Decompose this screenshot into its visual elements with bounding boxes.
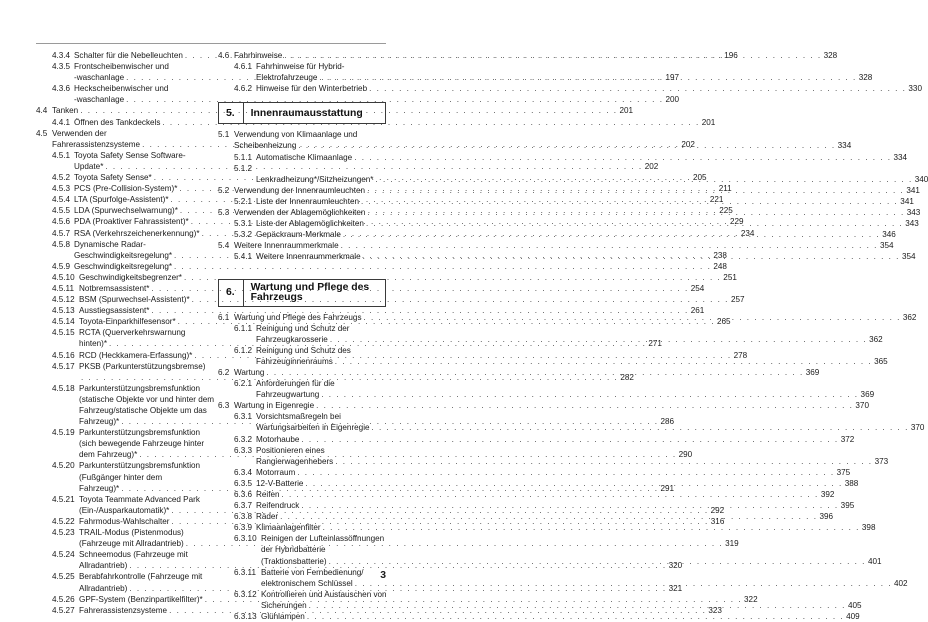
toc-entry-page: 211: [718, 184, 732, 194]
toc-entry-title-line: Lenkradheizung*/Sitzheizungen*: [256, 174, 374, 184]
toc-entry-title-line: Verwenden der Ablagemöglichkeiten: [234, 208, 366, 218]
toc-entry-page: 334: [893, 152, 908, 162]
toc-entry-title-line: Batterie von Fernbedienung/: [261, 567, 364, 577]
toc-entry-title-line: Fahrzeug/statische Objekte um das: [79, 406, 207, 415]
toc-entry-title-line: Weitere Innenraummerkmale: [234, 241, 339, 251]
toc-entry-number: 4.5.11: [52, 283, 74, 293]
toc-entry-number: 4.5.22: [52, 516, 75, 526]
toc-entry-number: 4.5.3: [52, 184, 71, 194]
toc-entry-title-line: Parkunterstützungsbremsfunktion: [79, 383, 201, 393]
toc-entry-number: 5.1: [218, 130, 230, 140]
chapter-title-line: Fahrzeugs: [250, 291, 303, 303]
toc-entry-title-line: Fahrzeug)*: [79, 417, 120, 427]
toc-entry-title-line: Toyota-Einparkhilfesensor*: [79, 317, 176, 327]
toc-entry-number: 4.5: [36, 128, 48, 138]
toc-entry-number: 6.3.4: [234, 467, 253, 477]
toc-entry-title-line: Glühlampen: [261, 612, 305, 622]
toc-entry-title-line: Toyota Teammate Advanced Park: [79, 494, 200, 504]
toc-entry-page: 321: [668, 583, 683, 593]
dot-leader: [333, 356, 872, 367]
toc-entry-title-line: Wartung und Pflege des Fahrzeugs: [234, 312, 362, 322]
toc-entry-number: 4.5.16: [52, 350, 75, 360]
dot-leader: [278, 511, 817, 522]
toc-entry-title-line: Hinweise für den Winterbetrieb: [256, 84, 368, 94]
toc-entry-title-line: Tanken: [52, 106, 79, 116]
toc-entry-title-line: Positionieren eines: [256, 445, 325, 455]
toc-entry-title-line: Gepäckraum-Merkmale: [256, 230, 341, 240]
toc-entry-page: 346: [882, 230, 896, 240]
toc-entry-page: 202: [681, 139, 695, 149]
toc-entry-title-line: (Traktionsbatterie): [261, 556, 327, 566]
toc-entry-number: 4.5.4: [52, 195, 71, 205]
toc-entry-number: 5.3.1: [234, 219, 253, 229]
toc-entry-number: 4.6.1: [234, 62, 253, 72]
toc-entry-number: 6.3.12: [234, 589, 257, 599]
toc-entry-page: 370: [910, 423, 925, 433]
dot-leader: [373, 174, 912, 185]
toc-entry-number: 5.4.1: [234, 252, 253, 262]
toc-entry[interactable]: [218, 522, 876, 533]
toc-entry-page: 197: [665, 73, 680, 83]
toc-entry-number: 4.5.10: [52, 272, 75, 282]
toc-entry-page: 409: [846, 612, 860, 622]
toc-entry-page: 405: [847, 600, 862, 610]
toc-entry-page: 205: [693, 173, 707, 183]
toc-entry-number: 5.3.2: [234, 230, 253, 240]
toc-entry-title-line: (sich bewegende Fahrzeuge hinter: [79, 439, 205, 449]
dot-leader: [328, 334, 867, 345]
toc-entry-title-line: Automatische Klimaanlage: [256, 152, 353, 162]
dot-leader: [319, 389, 858, 400]
toc-entry-page: 362: [902, 312, 917, 322]
toc-entry-title-line: PKSB (Parkunterstützungsbremse): [79, 361, 206, 371]
toc-entry-number: 6.3.5: [234, 478, 253, 488]
toc-entry-title-line: Ausstiegsassistent*: [79, 306, 150, 316]
toc-entry-title-line: Heckscheibenwischer und: [74, 84, 169, 94]
toc-entry-title-line: Wartung in Eigenregie: [234, 401, 315, 411]
toc-entry-title-line: Liste der Ablagemöglichkeiten: [256, 219, 364, 229]
toc-entry-title-line: Liste der Innenraumleuchten: [256, 196, 359, 206]
toc-entry[interactable]: [36, 261, 727, 272]
toc-entry-title-line: Fahrzeugkarosserie: [256, 334, 328, 344]
toc-entry-title-line: -waschanlage: [74, 95, 125, 105]
toc-entry-title-line: [256, 163, 386, 174]
toc-entry-page: 343: [905, 219, 919, 229]
toc-entry-title-line: Sicherungen: [261, 600, 307, 610]
toc-entry-page: 328: [823, 51, 838, 60]
toc-entry-page: 254: [690, 283, 705, 293]
toc-entry-title-line: der Hybridbatterie: [261, 545, 326, 555]
toc-entry[interactable]: [218, 83, 922, 94]
toc-entry-title-line: Motorhaube: [256, 434, 300, 444]
toc-entry-number: 4.5.20: [52, 461, 75, 471]
toc-entry-title-line: -waschanlage: [74, 73, 125, 83]
toc-entry-title-line: Fahrerassistenzsysteme: [79, 605, 168, 615]
toc-entry-title-line: Geschwindigkeitsregelung*: [74, 250, 173, 260]
dot-leader: [339, 240, 878, 251]
toc-entry-page: 221: [709, 195, 724, 205]
toc-entry-page: 225: [719, 206, 733, 216]
toc-entry-page: 200: [665, 95, 680, 105]
toc-entry[interactable]: [36, 305, 705, 316]
toc-entry-page: 291: [660, 483, 675, 493]
toc-entry-number: 4.5.19: [52, 428, 75, 438]
toc-entry-number: 4.3.5: [52, 62, 71, 72]
toc-entry-title-line: BSM (Spurwechsel-Assistent)*: [79, 295, 190, 305]
toc-entry-title-line: Schneemodus (Fahrzeuge mit: [79, 550, 188, 560]
toc-entry-title-line: LDA (Spurwechselwarnung)*: [74, 206, 178, 216]
toc-entry-number: 4.5.26: [52, 594, 75, 604]
toc-entry-number: 4.5.23: [52, 528, 75, 538]
toc-entry-page: 330: [908, 84, 922, 94]
toc-entry-page: 396: [819, 512, 834, 522]
dot-leader: [362, 312, 901, 323]
page-number: 3: [380, 570, 386, 581]
chapter-title: Innenraumausstattung: [250, 107, 363, 119]
toc-entry-title-line: Klimaanlagenfilter: [256, 523, 321, 533]
toc-entry-title-line: Reinigen der Lufteinlassöffnungen: [261, 534, 385, 544]
toc-entry-number: 4.5.15: [52, 328, 75, 338]
toc-entry-number: 6.3.3: [234, 445, 253, 455]
toc-entry-title-line: Kontrollieren und Austauschen von: [261, 589, 387, 599]
toc-entry-number: 4.6: [218, 51, 230, 60]
toc-entry-title-line: TRAIL-Modus (Pistenmodus): [79, 528, 184, 538]
toc-entry-title-line: Reifen: [256, 490, 280, 499]
toc-entry-page: 323: [708, 605, 722, 615]
toc-entry-number: 4.4: [36, 106, 48, 116]
toc-entry-title-line: Notbremsassistent*: [79, 283, 150, 293]
toc-entry-number: 4.3.4: [52, 51, 71, 60]
toc-entry-page: 278: [733, 350, 748, 360]
toc-entry-page: 261: [690, 306, 705, 316]
toc-entry-page: 316: [710, 516, 725, 526]
toc-entry-number: 4.5.9: [52, 261, 71, 271]
toc-entry-page: 248: [713, 261, 727, 271]
toc-entry-page: 328: [858, 73, 873, 83]
toc-entry-number: 6.3.10: [234, 534, 257, 544]
toc-entry-page: 290: [678, 450, 693, 460]
toc-entry-page: 354: [901, 252, 916, 262]
toc-entry-title-line: Fahrmodus-Wahlschalter: [79, 516, 170, 526]
toc-entry-page: 395: [840, 501, 855, 511]
toc-entry-number: 5.1.2: [234, 163, 253, 173]
chapter-title-line: Wartung und Pflege des: [250, 282, 370, 293]
toc-entry-number: 6.2.1: [234, 379, 253, 389]
toc-entry-page: 343: [906, 208, 921, 218]
toc-entry-title-line: (Fahrzeuge mit Allradantrieb): [79, 539, 184, 549]
toc-entry-page: 201: [619, 106, 634, 116]
toc-entry-title-line: Schalter für die Nebelleuchten: [74, 51, 183, 60]
dot-leader: [299, 500, 838, 511]
toc-entry-number: 6.3.13: [234, 612, 257, 622]
toc-entry-title-line: Motorraum: [256, 467, 296, 477]
toc-entry-title-line: Reinigung und Schutz der: [256, 323, 350, 333]
toc-entry-number: 5.2: [218, 185, 230, 195]
dot-leader: [296, 140, 835, 151]
toc-entry-number: 4.4.1: [52, 117, 71, 127]
toc-entry-number: 6.3.7: [234, 501, 253, 511]
toc-entry-page: 286: [660, 417, 675, 427]
dot-leader: [303, 478, 842, 489]
toc-entry-title-line: GPF-System (Benzinpartikelfilter)*: [79, 594, 203, 604]
toc-entry-number: 6.1.2: [234, 345, 253, 355]
toc-entry-number: 4.5.2: [52, 173, 71, 183]
toc-entry-title-line: Allradantrieb): [79, 561, 128, 571]
toc-entry-title-line: Parkunterstützungsbremsfunktion: [79, 428, 201, 438]
toc-entry-number: 4.5.27: [52, 605, 75, 615]
toc-entry-title-line: Öffnen des Tankdeckels: [74, 117, 161, 127]
toc-entry-title-line: Elektrofahrzeuge: [256, 73, 318, 83]
toc-entry-number: 4.5.12: [52, 295, 75, 305]
toc-entry-number: 6.3.2: [234, 434, 253, 444]
toc-entry-number: 4.5.5: [52, 206, 71, 216]
toc-entry-title-line: Anforderungen für die: [256, 379, 335, 389]
toc-entry-title-line: Fahrhinweise: [234, 51, 283, 60]
toc-entry[interactable]: [218, 467, 851, 478]
toc-entry-number: 4.5.21: [52, 494, 75, 504]
toc-entry-number: 5.1.1: [234, 152, 253, 162]
toc-entry-title-line: RCTA (Querverkehrswarnung: [79, 328, 186, 338]
toc-entry-number: 4.5.18: [52, 383, 75, 393]
dot-leader: [307, 600, 846, 611]
chapter-number: 6.: [219, 280, 244, 306]
toc-entry-title-line: Verwendung der Innenraumleuchten: [234, 185, 365, 195]
chapter-6-heading[interactable]: [218, 279, 386, 307]
toc-entry-title-line: Wartung: [234, 367, 265, 377]
toc-entry-number: 6.1: [218, 312, 230, 322]
toc-entry-page: 402: [894, 578, 908, 588]
toc-entry-number: 4.5.25: [52, 572, 75, 582]
toc-entry-page: 251: [723, 272, 737, 282]
toc-entry-page: 365: [874, 356, 888, 366]
dot-leader: [305, 611, 844, 622]
toc-entry-page: 341: [900, 196, 914, 206]
toc-entry-title-line: Dynamische Radar-: [74, 239, 146, 249]
toc-entry-title-line: Reinigung und Schutz des: [256, 345, 351, 355]
toc-entry-number: 6.1.1: [234, 323, 253, 333]
toc-entry-title-line: LTA (Spurfolge-Assistent)*: [74, 195, 169, 205]
toc-entry-page: 354: [879, 241, 894, 251]
toc-entry-title-line: Fahrzeug)*: [79, 483, 120, 493]
toc-entry-page: 334: [837, 141, 852, 151]
dot-leader: [314, 400, 853, 411]
dot-leader: [299, 434, 838, 445]
toc-entry-number: 6.3.8: [234, 512, 253, 522]
toc-entry-title-line: Verwendung von Klimaanlage und: [234, 130, 358, 140]
toc-entry-title-line: Vorsichtsmaßregeln bei: [256, 412, 341, 422]
dot-leader: [352, 152, 891, 163]
toc-entry-number: 6.3.6: [234, 490, 253, 499]
toc-entry-page: 370: [855, 401, 869, 411]
toc-entry-number: 5.3: [218, 208, 230, 218]
toc-entry-page: 322: [744, 594, 758, 604]
toc-entry-number: 6.3.9: [234, 523, 253, 533]
toc-entry-page: 265: [716, 317, 731, 327]
dot-leader: [359, 196, 898, 207]
dot-leader: [364, 218, 903, 229]
chapter-number: 5.: [219, 103, 244, 123]
toc-entry-title-line: Weitere Innenraummerkmale: [256, 252, 361, 262]
toc-entry[interactable]: [36, 117, 716, 128]
toc-entry-title-line: Allradantrieb): [79, 583, 128, 593]
toc-entry-title-line: Parkunterstützungsbremsfunktion: [79, 461, 201, 471]
toc-entry-number: 4.5.14: [52, 317, 75, 327]
toc-entry-title-line: 12-V-Batterie: [256, 478, 304, 488]
toc-entry-page: 362: [869, 334, 883, 344]
toc-entry-title-line: Fahrzeugwartung: [256, 390, 320, 400]
toc-entry[interactable]: [218, 489, 835, 500]
toc-entry-title-line: Räder: [256, 512, 279, 522]
toc-entry-title-line: Fahrerassistenzsysteme: [52, 139, 141, 149]
toc-entry-title-line: Berabfahrkontrolle (Fahrzeuge mit: [79, 572, 203, 582]
dot-leader: [365, 185, 904, 196]
toc-entry[interactable]: [218, 400, 869, 411]
dot-leader: [264, 367, 803, 378]
toc-entry-title-line: dem Fahrzeug)*: [79, 450, 138, 460]
header-rule: [36, 43, 386, 44]
toc-entry-page: 229: [730, 217, 744, 227]
toc-entry[interactable]: [218, 611, 860, 622]
toc-entry-page: 398: [861, 523, 876, 533]
toc-entry-page: 201: [701, 117, 716, 127]
toc-entry-number: 4.5.8: [52, 239, 71, 249]
toc-entry-number: 4.5.6: [52, 217, 71, 227]
toc-entry-title-line: elektronischem Schlüssel: [261, 578, 353, 588]
toc-entry-number: 4.6.2: [234, 84, 253, 94]
toc-entry-page: 373: [874, 456, 889, 466]
toc-entry-page: 320: [668, 561, 683, 571]
toc-entry-number: 4.5.13: [52, 306, 75, 316]
toc-entry-page: 271: [648, 339, 662, 349]
toc-entry[interactable]: [36, 272, 737, 283]
toc-entry-number: 5.2.1: [234, 196, 253, 206]
toc-entry[interactable]: [218, 152, 908, 163]
dot-leader: [327, 556, 866, 567]
dot-leader: [370, 422, 909, 433]
toc-entry-number: 4.3.6: [52, 84, 71, 94]
toc-entry-page: 340: [914, 174, 928, 184]
toc-entry-number: 4.5.7: [52, 228, 71, 238]
dot-leader: [353, 578, 892, 589]
dot-leader: [317, 72, 856, 83]
toc-entry-title-line: Fahrzeuginnenraums: [256, 356, 333, 366]
toc-entry-title-line: hinten)*: [79, 339, 108, 349]
toc-entry-page: 196: [724, 51, 738, 60]
chapter-5-heading[interactable]: [218, 102, 386, 124]
toc-entry-title-line: RSA (Verkehrszeichenerkennung)*: [74, 228, 200, 238]
toc-entry-page: 375: [836, 467, 851, 477]
toc-entry-number: 4.5.1: [52, 150, 71, 160]
toc-entry-number: 6.2: [218, 367, 230, 377]
toc-entry-number: 4.5.24: [52, 550, 75, 560]
toc-entry-title-line: Toyota Safety Sense Software-: [74, 150, 186, 160]
toc-entry-title-line: Frontscheibenwischer und: [74, 62, 169, 72]
toc-entry-page: 238: [713, 250, 727, 260]
toc-entry-page: 202: [644, 161, 659, 171]
toc-entry-page: 292: [710, 505, 725, 515]
toc-entry-page: 372: [840, 434, 855, 444]
toc-entry-title-line: PDA (Proaktiver Fahrassistent)*: [74, 217, 189, 227]
dot-leader: [361, 251, 900, 262]
toc-entry-title-line: Verwenden der: [52, 128, 107, 138]
toc-entry-page: 341: [906, 185, 920, 195]
toc-entry-number: 4.5.17: [52, 361, 75, 371]
toc-entry-number: 6.3: [218, 401, 230, 411]
dot-leader: [333, 456, 872, 467]
toc-entry-title-line: Wartungsarbeiten in Eigenregie: [256, 423, 370, 433]
toc-entry-page: 257: [730, 295, 745, 305]
toc-entry-title-line: Toyota Safety Sense*: [74, 173, 152, 183]
toc-entry-title-line: RCD (Heckkamera-Erfassung)*: [79, 350, 193, 360]
dot-leader: [280, 489, 819, 500]
toc-entry-page: 234: [740, 228, 755, 238]
toc-entry-title-line: (Fußgänger hinter dem: [79, 472, 163, 482]
dot-leader: [341, 229, 880, 240]
dot-leader: [367, 83, 906, 94]
toc-entry-number: 6.3.11: [234, 567, 256, 577]
toc-entry-title-line: Geschwindigkeitsregelung*: [74, 261, 173, 271]
toc-entry-title-line: Reifendruck: [256, 501, 300, 511]
toc-entry-title-line: Rangierwagenhebers: [256, 456, 334, 466]
toc-entry-page: 282: [620, 372, 634, 382]
toc-entry-title-line: Update*: [74, 161, 104, 171]
dot-leader: [282, 50, 821, 61]
dot-leader: [295, 467, 834, 478]
dot-leader: [365, 207, 904, 218]
toc-entry[interactable]: [218, 240, 894, 251]
toc-entry-page: 369: [805, 367, 820, 377]
toc-entry-page: 388: [844, 478, 859, 488]
dot-leader: [124, 94, 663, 105]
toc-entry-title-line: Fahrhinweise für Hybrid-: [256, 62, 345, 72]
toc-entry-title-line: Geschwindigkeitsbegrenzer*: [79, 272, 182, 282]
toc-entry-number: 6.3.1: [234, 412, 253, 422]
toc-entry-page: 401: [867, 556, 882, 566]
toc-entry-title-line: Scheibenheizung: [234, 141, 297, 151]
toc-entry-number: 5.4: [218, 241, 230, 251]
toc-entry-title-line: PCS (Pre-Collision-System)*: [74, 184, 178, 194]
dot-leader: [321, 522, 860, 533]
toc-entry-page: 392: [820, 490, 835, 499]
toc-entry-page: 369: [860, 390, 875, 400]
toc-entry-page: 319: [725, 539, 739, 549]
toc-entry-title-line: (Ein-/Ausparkautomatik)*: [79, 505, 170, 515]
toc-entry[interactable]: [218, 378, 875, 400]
toc-entry[interactable]: [218, 434, 855, 445]
toc-entry-title-line: (statische Objekte vor und hinter dem: [79, 394, 215, 404]
